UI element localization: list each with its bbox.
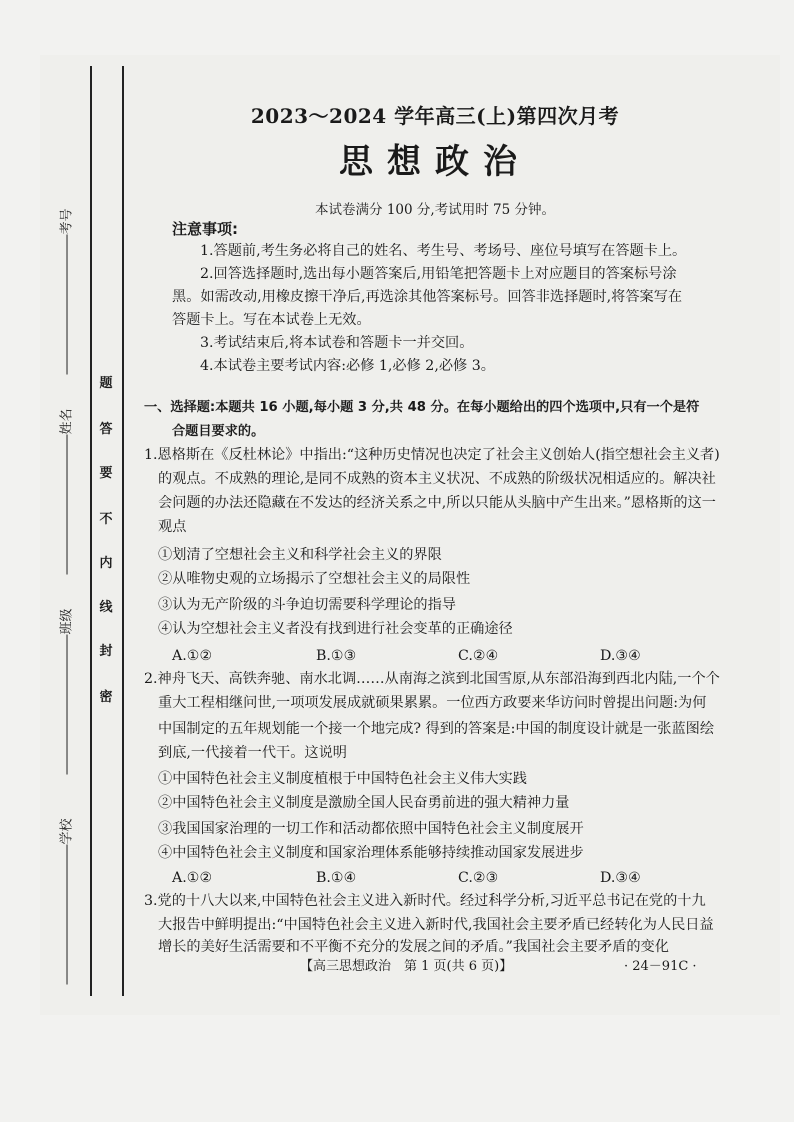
exam-number-field bbox=[56, 208, 75, 378]
paper-code: · 24－91C · bbox=[624, 959, 697, 974]
question-2-stem: 中国制定的五年规划能一个接一个地完成? 得到的答案是:中国的制度设计就是一张蓝图绘 bbox=[158, 721, 715, 737]
question-3-stem: 增长的美好生活需要和不平衡不充分的发展之间的矛盾。”我国社会主要矛盾的变化 bbox=[158, 939, 669, 955]
notice-line: 答题卡上。写在本试卷上无效。 bbox=[172, 312, 371, 328]
class-label: 班级 bbox=[59, 608, 75, 635]
question-2-item: ④中国特色社会主义制度和国家治理体系能够持续推动国家发展进步 bbox=[158, 845, 584, 861]
exam-info: 本试卷满分 100 分,考试用时 75 分钟。 bbox=[315, 202, 555, 218]
class-underline bbox=[67, 635, 68, 775]
name-field bbox=[56, 408, 75, 578]
question-1-stem: 会问题的办法还隐藏在不发达的经济关系之中,所以只能从头脑中产生出来。”恩格斯的这一 bbox=[158, 495, 716, 511]
notice-line: 黑。如需改动,用橡皮擦干净后,再选涂其他答案标号。回答非选择题时,将答案写在 bbox=[172, 289, 683, 305]
question-2-stem: 到底,一代接着一代干。这说明 bbox=[158, 745, 347, 761]
question-1-stem: 的观点。不成熟的理论,是同不成熟的资本主义状况、不成熟的阶级状况相适应的。解决社 bbox=[158, 471, 716, 487]
binding-line-outer bbox=[90, 66, 92, 996]
section-heading: 一、选择题:本题共 16 小题,每小题 3 分,共 48 分。在每小题给出的四个选项中,只有一个是符 bbox=[144, 400, 700, 415]
question-1-item: ②从唯物史观的立场揭示了空想社会主义的局限性 bbox=[158, 571, 471, 587]
subject-title: 思想政治 bbox=[339, 142, 531, 182]
question-2-stem: 重大工程相继问世,一项项发展成就硕果累累。一位西方政要来华访问时曾提出问题:为何 bbox=[158, 695, 707, 711]
question-2-item: ③我国国家治理的一切工作和活动都依照中国特色社会主义制度展开 bbox=[158, 821, 584, 837]
question-1-choice-b[interactable]: B.①③ bbox=[316, 648, 357, 664]
seal-char: 不 bbox=[99, 512, 113, 527]
section-heading-cont: 合题目要求的。 bbox=[172, 424, 265, 439]
school-field bbox=[56, 818, 75, 988]
seal-char: 内 bbox=[99, 556, 113, 571]
question-2-choice-c[interactable]: C.②③ bbox=[458, 870, 499, 886]
question-3-stem: 3.党的十八大以来,中国特色社会主义进入新时代。经过科学分析,习近平总书记在党的十九 bbox=[144, 893, 706, 909]
binding-line-inner bbox=[122, 66, 124, 996]
school-label: 学校 bbox=[59, 818, 75, 845]
question-1-stem: 1.恩格斯在《反杜林论》中指出:“这种历史情况也决定了社会主义创始人(指空想社会主义者) bbox=[144, 447, 720, 463]
seal-char: 封 bbox=[99, 644, 113, 659]
question-1-item: ③认为无产阶级的斗争迫切需要科学理论的指导 bbox=[158, 597, 456, 613]
class-field bbox=[56, 608, 75, 778]
question-1-choice-d[interactable]: D.③④ bbox=[600, 648, 641, 664]
notice-line: 3.考试结束后,将本试卷和答题卡一并交回。 bbox=[200, 335, 474, 351]
seal-char: 题 bbox=[99, 376, 113, 391]
question-2-choice-d[interactable]: D.③④ bbox=[600, 870, 641, 886]
question-2-choice-a[interactable]: A.①② bbox=[172, 870, 213, 886]
seal-char: 答 bbox=[99, 422, 113, 437]
question-2-stem: 2.神舟飞天、高铁奔驰、南水北调……从南海之滨到北国雪原,从东部沿海到西北内陆,一个个 bbox=[144, 671, 720, 687]
exam-title: 2023～2024 学年高三(上)第四次月考 bbox=[250, 104, 620, 128]
question-2-item: ①中国特色社会主义制度植根于中国特色社会主义伟大实践 bbox=[158, 771, 527, 787]
notice-heading: 注意事项: bbox=[172, 220, 238, 238]
question-1-choice-a[interactable]: A.①② bbox=[172, 648, 213, 664]
exam-number-underline bbox=[67, 235, 68, 375]
school-underline bbox=[67, 845, 68, 985]
seal-char: 密 bbox=[99, 690, 113, 705]
notice-line: 4.本试卷主要考试内容:必修 1,必修 2,必修 3。 bbox=[200, 358, 495, 374]
page-footer: 【高三思想政治 第 1 页(共 6 页)】 bbox=[300, 959, 513, 974]
notice-line: 1.答题前,考生务必将自己的姓名、考生号、考场号、座位号填写在答题卡上。 bbox=[200, 243, 687, 259]
name-underline bbox=[67, 435, 68, 575]
exam-number-label: 考号 bbox=[59, 208, 75, 235]
question-1-stem: 观点 bbox=[158, 519, 187, 535]
question-2-item: ②中国特色社会主义制度是激励全国人民奋勇前进的强大精神力量 bbox=[158, 795, 570, 811]
question-1-item: ④认为空想社会主义者没有找到进行社会变革的正确途径 bbox=[158, 621, 513, 637]
notice-line: 2.回答选择题时,选出每小题答案后,用铅笔把答题卡上对应题目的答案标号涂 bbox=[200, 266, 677, 282]
question-3-stem: 大报告中鲜明提出:“中国特色社会主义进入新时代,我国社会主要矛盾已经转化为人民日益 bbox=[158, 917, 714, 933]
name-label: 姓名 bbox=[59, 408, 75, 435]
seal-char: 要 bbox=[99, 466, 113, 481]
question-1-item: ①划清了空想社会主义和科学社会主义的界限 bbox=[158, 547, 442, 563]
question-1-choice-c[interactable]: C.②④ bbox=[458, 648, 499, 664]
question-2-choice-b[interactable]: B.①④ bbox=[316, 870, 357, 886]
seal-char: 线 bbox=[99, 600, 113, 615]
